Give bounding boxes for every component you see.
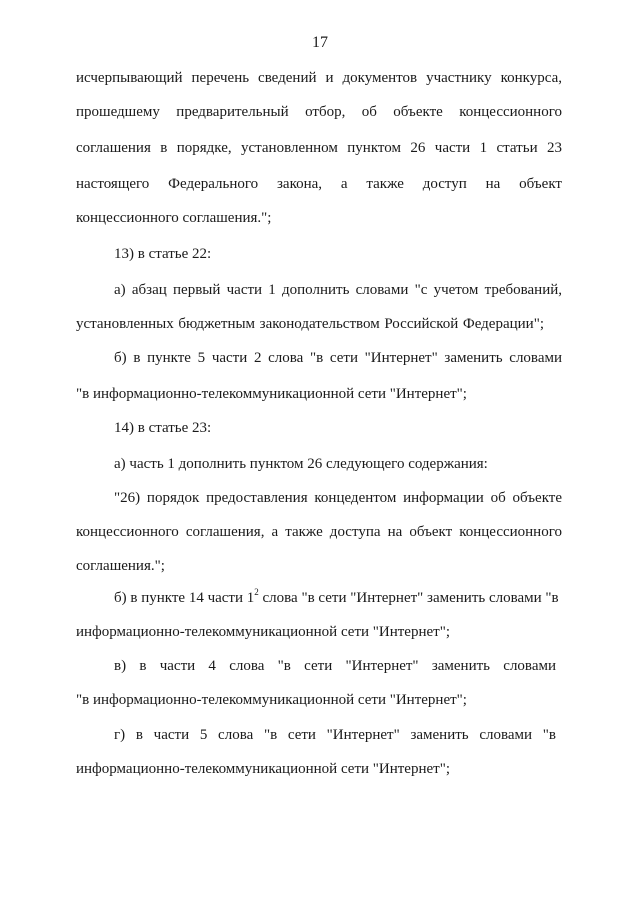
text-line: а) часть 1 дополнить пунктом 26 следующего содержания: [114,456,488,472]
text-line: г) в части 5 слова "в сети "Интернет" заменить словами "в [114,727,556,743]
section-heading: 14) в статье 23: [114,420,212,436]
text-line: соглашения."; [76,558,165,574]
section-heading: 13) в статье 22: [114,246,212,262]
text-line [114,587,559,607]
text-line: информационно-телекоммуникационной сети "Интернет"; [76,761,450,777]
text-line: "26) порядок предоставления концедентом информации об объекте [114,490,562,506]
text-line: настоящего Федерального закона, а также доступ на объект [76,176,562,192]
text-line: прошедшему предварительный отбор, об объекте концессионного [76,104,562,120]
text-line: исчерпывающий перечень сведений и документов участнику конкурса, [76,70,562,86]
page-number: 17 [312,34,328,51]
text-line: концессионного соглашения."; [76,210,272,226]
text-line: б) в пункте 5 части 2 слова "в сети "Интернет" заменить словами [114,350,562,366]
text-line: установленных бюджетным законодательством Российской Федерации"; [76,316,544,332]
text-line: в) в части 4 слова "в сети "Интернет" заменить словами [114,658,556,674]
text-line: "в информационно-телекоммуникационной сети "Интернет"; [76,692,467,708]
text-line: концессионного соглашения, а также доступа на объект концессионного [76,524,562,540]
superscript: 2 [254,587,259,597]
text-fragment: б) в пункте 14 части 1 [114,590,255,606]
text-line: "в информационно-телекоммуникационной сети "Интернет"; [76,386,467,402]
text-line: соглашения в порядке, установленном пунктом 26 части 1 статьи 23 [76,140,562,156]
text-fragment: слова "в сети "Интернет" заменить словами "в [258,590,559,606]
text-line: информационно-телекоммуникационной сети "Интернет"; [76,624,450,640]
text-line: а) абзац первый части 1 дополнить словами "с учетом требований, [114,282,562,298]
